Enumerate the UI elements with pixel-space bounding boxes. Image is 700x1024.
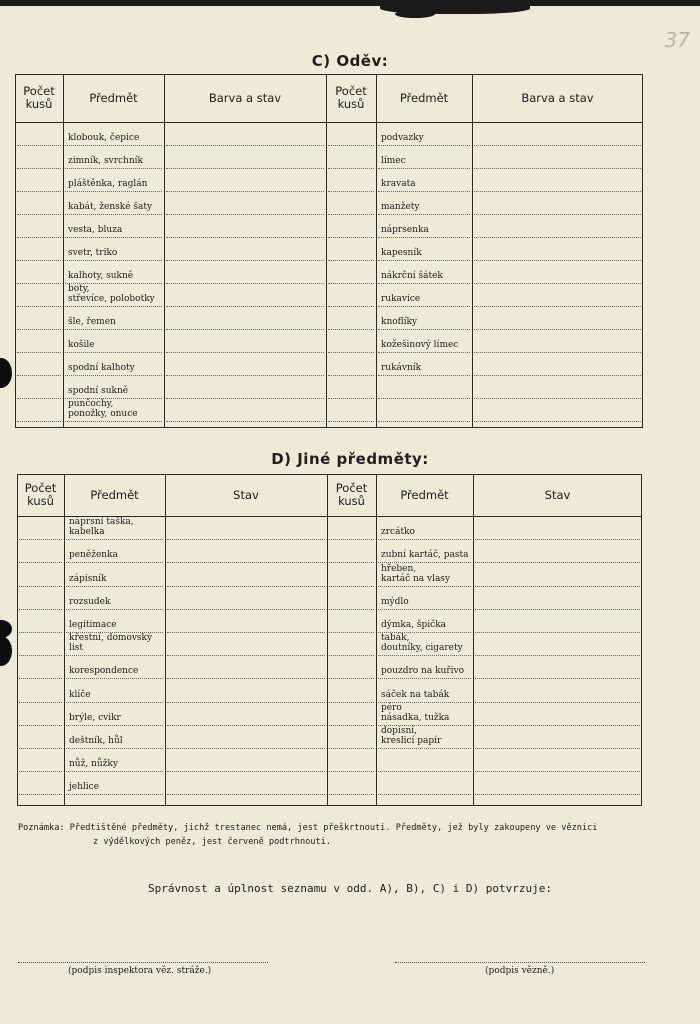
row-line [378, 678, 471, 679]
row-line [378, 260, 470, 261]
row-line [19, 609, 62, 610]
column-divider [165, 474, 166, 806]
column-header: Předmět [399, 90, 449, 105]
row-line [66, 771, 163, 772]
row-line [19, 748, 62, 749]
item-label: zápisník [69, 573, 107, 584]
row-line [17, 352, 61, 353]
row-line [474, 260, 641, 261]
row-line [166, 329, 324, 330]
header-divider [15, 122, 643, 123]
row-line [167, 771, 325, 772]
row-line [17, 398, 61, 399]
item-label: kožešinový límec [381, 340, 459, 350]
row-line [378, 191, 470, 192]
row-line [166, 237, 324, 238]
row-line [66, 609, 163, 610]
row-line [65, 352, 162, 353]
column-divider [327, 474, 328, 806]
item-label: peněženka [69, 550, 118, 561]
row-line [167, 748, 325, 749]
row-line [19, 771, 62, 772]
item-label: manžety [381, 202, 420, 212]
row-line [66, 655, 163, 656]
item-label: vesta, bluza [68, 225, 123, 235]
column-header: Předmět [89, 90, 138, 105]
torn-edge [395, 10, 435, 18]
row-line [17, 237, 61, 238]
row-line [329, 678, 374, 679]
row-line [378, 306, 470, 307]
row-line [329, 586, 374, 587]
row-line [378, 168, 470, 169]
row-line [378, 214, 470, 215]
row-line [167, 609, 325, 610]
row-line [329, 609, 374, 610]
row-line [328, 145, 374, 146]
section-title-clothing: C) Oděv: [311, 52, 389, 70]
row-line [166, 168, 324, 169]
item-label: zrcátko [381, 527, 415, 538]
row-line [65, 168, 162, 169]
item-label: dopisní, kreslicí papír [381, 726, 442, 746]
row-line [166, 214, 324, 215]
row-line [66, 794, 163, 795]
column-divider [473, 474, 474, 806]
column-header: Počet kusů [24, 481, 57, 508]
row-line [328, 191, 374, 192]
page-number: 37 [664, 28, 690, 52]
section-title-other: D) Jiné předměty: [271, 450, 429, 468]
row-line [475, 771, 640, 772]
item-label: rukávník [381, 363, 422, 373]
row-line [474, 191, 641, 192]
item-label: pláštěnka, raglán [68, 179, 148, 189]
column-divider [63, 74, 64, 428]
row-line [167, 539, 325, 540]
item-label: spodní sukně [68, 386, 129, 396]
row-line [475, 562, 640, 563]
row-line [65, 260, 162, 261]
row-line [475, 794, 640, 795]
item-label: nákrční šátek [381, 271, 443, 281]
row-line [167, 678, 325, 679]
item-label: křestní, domovský list [69, 633, 153, 654]
row-line [17, 214, 61, 215]
row-line [329, 632, 374, 633]
row-line [378, 609, 471, 610]
row-line [475, 586, 640, 587]
row-line [474, 306, 641, 307]
row-line [328, 352, 374, 353]
row-line [329, 539, 374, 540]
row-line [328, 306, 374, 307]
row-line [65, 306, 162, 307]
item-label: péro násadka, tužka [381, 702, 450, 723]
row-line [167, 702, 325, 703]
row-line [378, 586, 471, 587]
row-line [329, 655, 374, 656]
item-label: zubní kartáč, pasta [381, 550, 469, 561]
row-line [378, 283, 470, 284]
row-line [17, 168, 61, 169]
row-line [378, 398, 470, 399]
column-header: Barva a stav [521, 90, 594, 105]
row-line [19, 586, 62, 587]
item-label: rukavice [381, 294, 421, 304]
row-line [166, 352, 324, 353]
column-divider [64, 474, 65, 806]
row-line [328, 237, 374, 238]
row-line [19, 678, 62, 679]
signature-line-inspector [18, 962, 268, 963]
column-header: Počet kusů [335, 84, 367, 111]
row-line [19, 794, 62, 795]
row-line [378, 748, 471, 749]
row-line [474, 283, 641, 284]
row-line [474, 352, 641, 353]
item-label: dýmka, špička [381, 620, 447, 630]
row-line [378, 329, 470, 330]
row-line [475, 632, 640, 633]
row-line [329, 771, 374, 772]
item-label: mýdlo [381, 596, 409, 607]
row-line [378, 145, 470, 146]
row-line [329, 794, 374, 795]
row-line [17, 306, 61, 307]
item-label: límec [381, 156, 406, 166]
confirmation-text: Správnost a úplnost seznamu v odd. A), B), C) i D) potvrzuje: [148, 882, 552, 895]
row-line [65, 237, 162, 238]
item-label: kapesník [381, 248, 422, 258]
row-line [65, 191, 162, 192]
column-header: Počet kusů [23, 84, 55, 111]
row-line [329, 702, 374, 703]
row-line [475, 678, 640, 679]
row-line [329, 562, 374, 563]
item-label: hřeben, kartáč na vlasy [381, 563, 451, 584]
row-line [328, 214, 374, 215]
column-divider [376, 474, 377, 806]
item-label: legitimace [69, 620, 117, 630]
column-divider [164, 74, 165, 428]
row-line [166, 398, 324, 399]
signature-label-prisoner: (podpis vězně.) [485, 966, 555, 976]
row-line [329, 725, 374, 726]
row-line [378, 421, 470, 422]
item-label: zimník, svrchník [68, 156, 143, 166]
column-header: Počet kusů [335, 481, 368, 508]
row-line [65, 214, 162, 215]
column-header: Stav [544, 487, 571, 502]
item-label: jehlice [69, 782, 100, 793]
row-line [66, 586, 163, 587]
row-line [328, 168, 374, 169]
row-line [166, 283, 324, 284]
row-line [474, 421, 641, 422]
item-label: kalhoty, sukně [68, 271, 134, 281]
item-label: kravata [381, 179, 416, 189]
item-label: korespondence [69, 666, 139, 677]
row-line [17, 283, 61, 284]
row-line [17, 191, 61, 192]
item-label: náprsenka [381, 225, 429, 235]
item-label: sáček na tabák [381, 689, 450, 700]
row-line [378, 655, 471, 656]
item-label: rozsudek [69, 596, 111, 607]
row-line [66, 725, 163, 726]
row-line [66, 562, 163, 563]
torn-edge [0, 0, 700, 6]
item-label: šle, řemen [68, 317, 116, 327]
row-line [66, 539, 163, 540]
column-divider [376, 74, 377, 428]
row-line [166, 260, 324, 261]
row-line [328, 421, 374, 422]
column-divider [472, 74, 473, 428]
row-line [166, 421, 324, 422]
row-line [167, 586, 325, 587]
row-line [66, 678, 163, 679]
item-label: punčochy, ponožky, onuce [68, 399, 138, 419]
row-line [19, 562, 62, 563]
row-line [66, 748, 163, 749]
row-line [19, 702, 62, 703]
column-header: Stav [233, 487, 259, 502]
item-label: náprsní taška, kabelka [69, 517, 134, 538]
item-label: svetr, triko [68, 248, 118, 258]
signature-line-prisoner [395, 962, 645, 963]
item-label: deštník, hůl [69, 736, 123, 746]
row-line [328, 375, 374, 376]
row-line [17, 375, 61, 376]
row-line [329, 748, 374, 749]
item-label: klobouk, čepice [68, 133, 140, 143]
row-line [475, 609, 640, 610]
row-line [167, 794, 325, 795]
row-line [328, 260, 374, 261]
row-line [328, 329, 374, 330]
item-label: knoflíky [381, 317, 418, 327]
row-line [17, 329, 61, 330]
item-label: kabát, ženské šaty [68, 202, 153, 212]
punch-hole [0, 358, 12, 388]
row-line [475, 725, 640, 726]
item-label: tabák, doutníky, cigarety [381, 633, 463, 654]
item-label: boty, střevíce, polobotky [68, 284, 155, 304]
row-line [65, 375, 162, 376]
row-line [166, 306, 324, 307]
note-line-1: Poznámka: Předtištěné předměty, jichž trestanec nemá, jest přeškrtnouti. Předměty, jež byly zakoupeny ve věznici [18, 823, 598, 833]
row-line [328, 283, 374, 284]
row-line [474, 145, 641, 146]
row-line [474, 398, 641, 399]
column-header: Barva a stav [208, 90, 282, 105]
row-line [166, 145, 324, 146]
signature-label-inspector: (podpis inspektora věz. stráže.) [68, 966, 212, 976]
column-header: Předmět [400, 487, 449, 502]
row-line [19, 655, 62, 656]
row-line [17, 421, 61, 422]
row-line [167, 725, 325, 726]
row-line [65, 145, 162, 146]
column-header: Předmět [90, 487, 139, 502]
row-line [166, 191, 324, 192]
column-divider [326, 74, 327, 428]
item-label: brýle, cvikr [69, 712, 121, 723]
item-label: nůž, nůžky [69, 759, 118, 770]
row-line [65, 329, 162, 330]
row-line [474, 214, 641, 215]
item-label: košile [68, 340, 95, 350]
row-line [17, 145, 61, 146]
row-line [475, 702, 640, 703]
item-label: pouzdro na kuřivo [381, 666, 465, 677]
row-line [19, 632, 62, 633]
row-line [474, 329, 641, 330]
item-label: klíče [69, 689, 91, 700]
row-line [474, 168, 641, 169]
row-line [19, 539, 62, 540]
item-label: spodní kalhoty [68, 363, 135, 373]
row-line [167, 632, 325, 633]
row-line [66, 702, 163, 703]
row-line [378, 794, 471, 795]
row-line [378, 375, 470, 376]
row-line [378, 539, 471, 540]
row-line [167, 562, 325, 563]
row-line [475, 748, 640, 749]
row-line [378, 771, 471, 772]
row-line [328, 398, 374, 399]
row-line [378, 352, 470, 353]
row-line [17, 260, 61, 261]
item-label: podvazky [381, 133, 424, 143]
punch-hole [0, 636, 12, 666]
row-line [19, 725, 62, 726]
row-line [475, 655, 640, 656]
row-line [474, 375, 641, 376]
row-line [167, 655, 325, 656]
row-line [166, 375, 324, 376]
row-line [475, 539, 640, 540]
row-line [65, 421, 162, 422]
note-line-2: z výdělkových peněz, jest červeně podtrhnouti. [93, 837, 331, 847]
row-line [474, 237, 641, 238]
row-line [378, 237, 470, 238]
